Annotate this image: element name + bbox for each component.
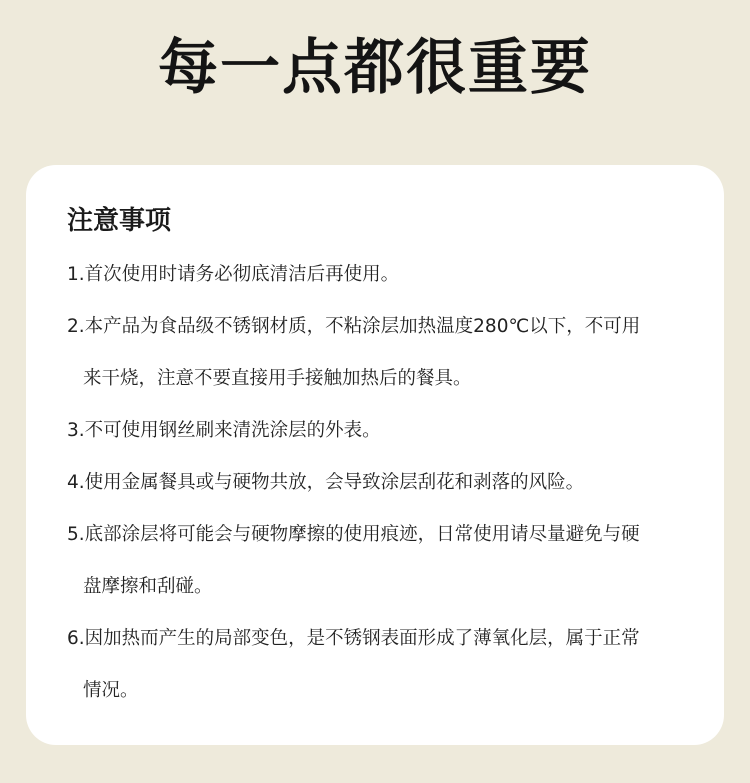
- notice-item-text: 6.因加热而产生的局部变色，是不锈钢表面形成了薄氧化层，属于正常: [67, 628, 640, 649]
- card-title: 注意事项: [67, 206, 172, 236]
- notice-item-5: [67, 509, 707, 613]
- notice-item-text: 2.本产品为食品级不锈钢材质，不粘涂层加热温度280℃以下，不可用: [67, 316, 641, 337]
- notice-item-text: 4.使用金属餐具或与硬物共放，会导致涂层刮花和剥落的风险。: [67, 472, 585, 493]
- notice-item-text: 1.首次使用时请务必彻底清洁后再使用。: [67, 264, 400, 285]
- notice-item-2: [67, 301, 707, 405]
- notice-item-1: [67, 249, 707, 301]
- notice-item-text: 3.不可使用钢丝刷来清洗涂层的外表。: [67, 420, 381, 441]
- notice-item-continuation: 来干烧，注意不要直接用手接触加热后的餐具。: [83, 368, 472, 389]
- notice-item-4: [67, 457, 707, 509]
- notice-item-continuation: 盘摩擦和刮碰。: [83, 576, 213, 597]
- notice-item-text: 5.底部涂层将可能会与硬物摩擦的使用痕迹，日常使用请尽量避免与硬: [67, 524, 640, 545]
- notice-list: [67, 249, 707, 717]
- notice-card: [26, 165, 724, 745]
- notice-item-6: [67, 613, 707, 717]
- page-headline: 每一点都很重要: [158, 33, 592, 103]
- notice-item-continuation: 情况。: [83, 680, 139, 701]
- notice-item-3: [67, 405, 707, 457]
